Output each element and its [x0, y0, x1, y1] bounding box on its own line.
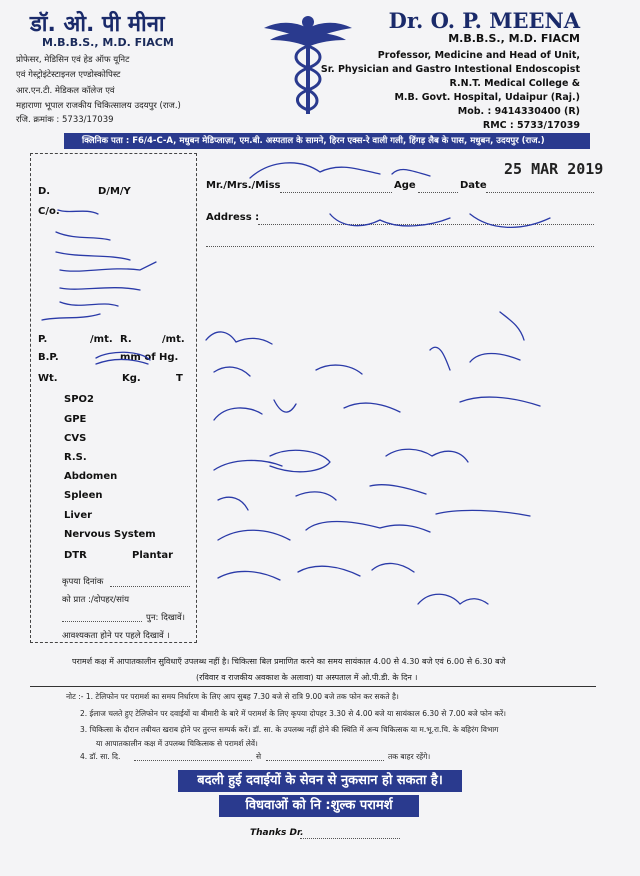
warning-banner: बदली हुई दवाईयों के सेवन से नुकसान हो सकता है। — [178, 770, 462, 792]
followup-dots — [62, 621, 142, 622]
d-label: D. — [38, 186, 51, 197]
doctor-name-hindi: डॉ. ओ. पी मीना — [30, 12, 165, 37]
plantar-label: Plantar — [132, 550, 174, 561]
note-4-suffix: तक बाहर रहेंगे। — [388, 752, 431, 761]
exam-abdomen: Abdomen — [64, 471, 118, 482]
exam-cvs: CVS — [64, 433, 87, 444]
resp-unit: /mt. — [162, 334, 185, 345]
hindi-line-2: एवं गेस्ट्रोइंटेस्टाइनल एण्डोस्कोपिस्ट — [16, 70, 121, 80]
english-line-2: Sr. Physician and Gastro Intestional Endoscopist — [320, 64, 580, 75]
address-dots-2 — [206, 246, 594, 247]
english-line-1: Professor, Medicine and Head of Unit, — [377, 50, 580, 61]
note-1: नोट :- 1. टेलिफोन पर परामर्श का समय निर्धारण के लिए आप सुबह 7.30 बजे से रात्रि 9.00 बजे तक फोन कर सकते है। — [66, 692, 399, 701]
clinical-findings-box — [30, 153, 197, 643]
hindi-line-1: प्रोफेसर, मेडिसिन एवं हेड ऑफ यूनिट — [16, 55, 130, 65]
note-4-dots-1 — [134, 760, 252, 761]
weight-unit: Kg. — [122, 373, 141, 384]
patient-name-label: Mr./Mrs./Miss — [206, 180, 281, 191]
english-line-6: RMC : 5733/17039 — [482, 120, 580, 131]
date-stamp: 25 MAR 2019 — [504, 160, 604, 178]
doctor-name-english: Dr. O. P. MEENA — [388, 8, 580, 33]
note-4-dots-2 — [266, 760, 384, 761]
weight-label: Wt. — [38, 373, 58, 384]
divider — [30, 686, 596, 687]
consult-note-2: (रविवार व राजकीय अवकाश के अलावा) या अस्पताल में ओ.पी.डी. के दिन । — [196, 673, 418, 682]
dtr-label: DTR — [64, 550, 87, 561]
date-label: Date — [460, 180, 487, 191]
followup-date-label: कृपया दिनांक — [62, 577, 104, 587]
note-2: 2. ईलाज चलते हुए टेलिफोन पर दवाईयों या बीमारी के बारे में परामर्श के लिए कृपया दोपहर 3.30 से 4.00 बजे या सायंकाल 6.30 से 7.00 बजे फोन करें। — [80, 709, 506, 718]
degree-english: M.B.B.S., M.D. FIACM — [448, 32, 580, 45]
bp-unit: mm of Hg. — [120, 352, 179, 363]
thanks-dots — [300, 838, 400, 839]
bp-label: B.P. — [38, 352, 59, 363]
english-line-4: M.B. Govt. Hospital, Udaipur (Raj.) — [394, 92, 580, 103]
hindi-line-4: महाराणा भूपाल राजकीय चिकित्सालय उदयपुर (राज.) — [16, 101, 181, 111]
exam-nervous-system: Nervous System — [64, 529, 156, 540]
hindi-line-5: रजि. क्रमांक : 5733/17039 — [16, 115, 114, 125]
temp-label: T — [176, 373, 183, 384]
english-line-3: R.N.T. Medical College & — [449, 78, 580, 89]
address-dots — [258, 224, 594, 225]
note-4-prefix: 4. डॉ. सा. दि. — [80, 752, 121, 761]
hindi-line-3: आर.एन.टी. मेडिकल कॉलेज एवं — [16, 86, 115, 96]
free-consult-banner: विधवाओं को नि :शुल्क परामर्श — [219, 795, 419, 817]
thanks-label: Thanks Dr. — [250, 828, 304, 838]
consult-note-1: परामर्श कक्ष में आपातकालीन सुविधाएँ उपलब्ध नहीं है। चिकित्सा बिल प्रमाणित करने का समय सायंकाल 4.00 से 4.30 बजे एवं 6.00 से 6.30 बजे — [72, 657, 506, 666]
pulse-unit: /mt. — [90, 334, 113, 345]
note-3b: या आपातकालीन कक्ष में उपलब्ध चिकित्सक से परामर्श लेवें। — [96, 739, 258, 748]
age-label: Age — [394, 180, 416, 191]
followup-early: आवश्यकता होने पर पहले दिखावें । — [62, 631, 170, 641]
degree-hindi-side: M.B.B.S., M.D. FIACM — [42, 36, 174, 49]
exam-gpe: GPE — [64, 414, 87, 425]
co-label: C/o. — [38, 206, 60, 217]
exam-spleen: Spleen — [64, 490, 103, 501]
resp-label: R. — [120, 334, 132, 345]
english-line-5: Mob. : 9414330400 (R) — [457, 106, 580, 117]
address-label: Address : — [206, 212, 260, 223]
followup-time-label: को प्रात :/दोपहर/सांय — [62, 595, 130, 605]
age-dots — [418, 192, 458, 193]
note-3: 3. चिकित्सा के दौरान तबीयत खराब होने पर तुरन्त सम्पर्क करें। डॉ. सा. के उपलब्ध नहीं होने की स्थिति में अन्य चिकित्सक या म.भू.रा.चि. के बहिरंग विभाग — [80, 725, 499, 734]
name-dots — [280, 192, 392, 193]
exam-spo2: SPO2 — [64, 394, 94, 405]
date-dots — [486, 192, 594, 193]
followup-revisit: पुन: दिखावें। — [146, 613, 185, 623]
exam-liver: Liver — [64, 510, 93, 521]
exam-rs: R.S. — [64, 452, 87, 463]
followup-date-dots — [110, 586, 190, 587]
pulse-label: P. — [38, 334, 48, 345]
clinic-address-bar: क्लिनिक पता : F6/4-C-A, मधुबन मेडिप्लाज़ा, एम.बी. अस्पताल के सामने, हिरन एक्स-रे वाली गली, हिंगड़ लैब के पास, मधुबन, उदयपुर (राज.) — [64, 133, 590, 149]
dmy-label: D/M/Y — [98, 186, 131, 197]
note-4-mid: से — [256, 752, 262, 761]
